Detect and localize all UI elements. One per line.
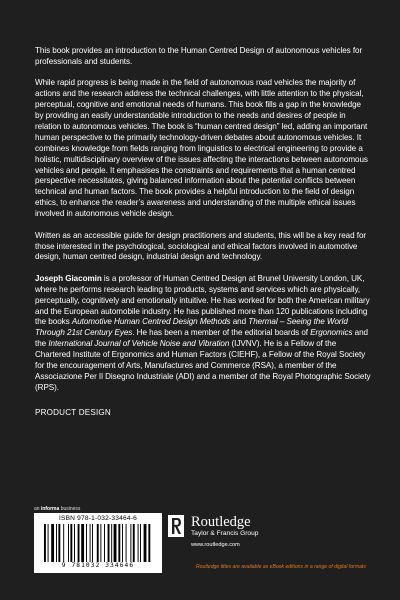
publisher-name: Routledge [191,514,251,530]
informa-business-line: an informa business [34,506,81,512]
routledge-logo-icon [168,515,184,537]
author-bio-text-3: (IJVNV). He is a Fellow of the Chartered Institute of Ergonomics and Human Factors (CIEHF), a Fellow of the Royal Society for the encouragement of Arts, Manufactures and Commerce (RSA), a member of the Associazione Per Il Disegno Industriale (ADI) and a member of the Royal Photographic Society (RPS). [35,339,371,392]
blurb [35,46,371,419]
subject-category: PRODUCT DESIGN [35,407,111,417]
author-name: Joseph Giacomin [35,273,102,283]
journal-title-1: Ergonomics [310,328,353,338]
intro-paragraph: This book provides an introduction to the Human Centred Design of autonomous vehicles for professionals and students. [35,46,363,66]
isbn-barcode [34,513,162,573]
description-paragraph: While rapid progress is being made in the field of autonomous road vehicles the majority of actions and the research address the technical challenges, with little attention to the physical, perceptual, cognitive and emotional needs of humans. This book fills a gap in the knowledge by providing an easily understandable introduction to the needs and desires of people in relation to autonomous vehicles. The book is “human centred design” led, adding an important human perspective to the primarily technology-driven debates about autonomous vehicles. It combines knowledge from fields ranging from linguistics to electrical engineering to provide a holistic, multidisciplinary overview of the issues affecting the interactions between autonomous vehicles and people. It emphasises the constraints and requirements that a human centred perspective necessitates, giving balanced information about the potential conflicts between technical and human factors. The book provides a helpful introduction to the field of design ethics, to enhance the reader’s awareness and understanding of the multiple ethical issues involved in autonomous vehicle design. [35,78,368,219]
author-bio-and-the: and the [35,328,368,349]
informa-wordmark: informa [40,506,60,512]
barcode-bars [44,524,152,562]
author-bio-text-2: . He has been a member of the editorial boards of [132,328,308,338]
author-bio [35,274,371,394]
author-bio-and: and [232,317,247,327]
publisher-url[interactable]: www.routledge.com [191,542,240,548]
ebook-note: Routledge titles are available as eBook editions in a range of digital formats [196,564,366,570]
audience-paragraph: Written as an accessible guide for design practitioners and students, this will be a key read for those interested in the psychological, sociological and ethical factors involved in automotive design, human centred design, industrial design and technology. [35,230,367,262]
barcode-digits: 9 781032 334646 [61,562,135,569]
book-title-2: Thermal – Seeing the World Through 21st Century Eyes [35,317,348,338]
book-title-1: Automotive Human Centred Design Methods [71,317,231,327]
author-bio-text-1: is a professor of Human Centred Design at Brunel University London, UK, where he performs research leading to products, systems and services which are physically, perceptually, cognitively and emotionally intuitive. He has worked for both the American military and the European automobile industry. He has published more than 120 publications including the books [35,273,370,327]
publisher-group: Taylor & Francis Group [191,530,259,537]
journal-title-2: International Journal of Vehicle Noise and Vibration [48,339,230,349]
isbn-label: ISBN 978-1-032-33464-6 [58,515,138,522]
